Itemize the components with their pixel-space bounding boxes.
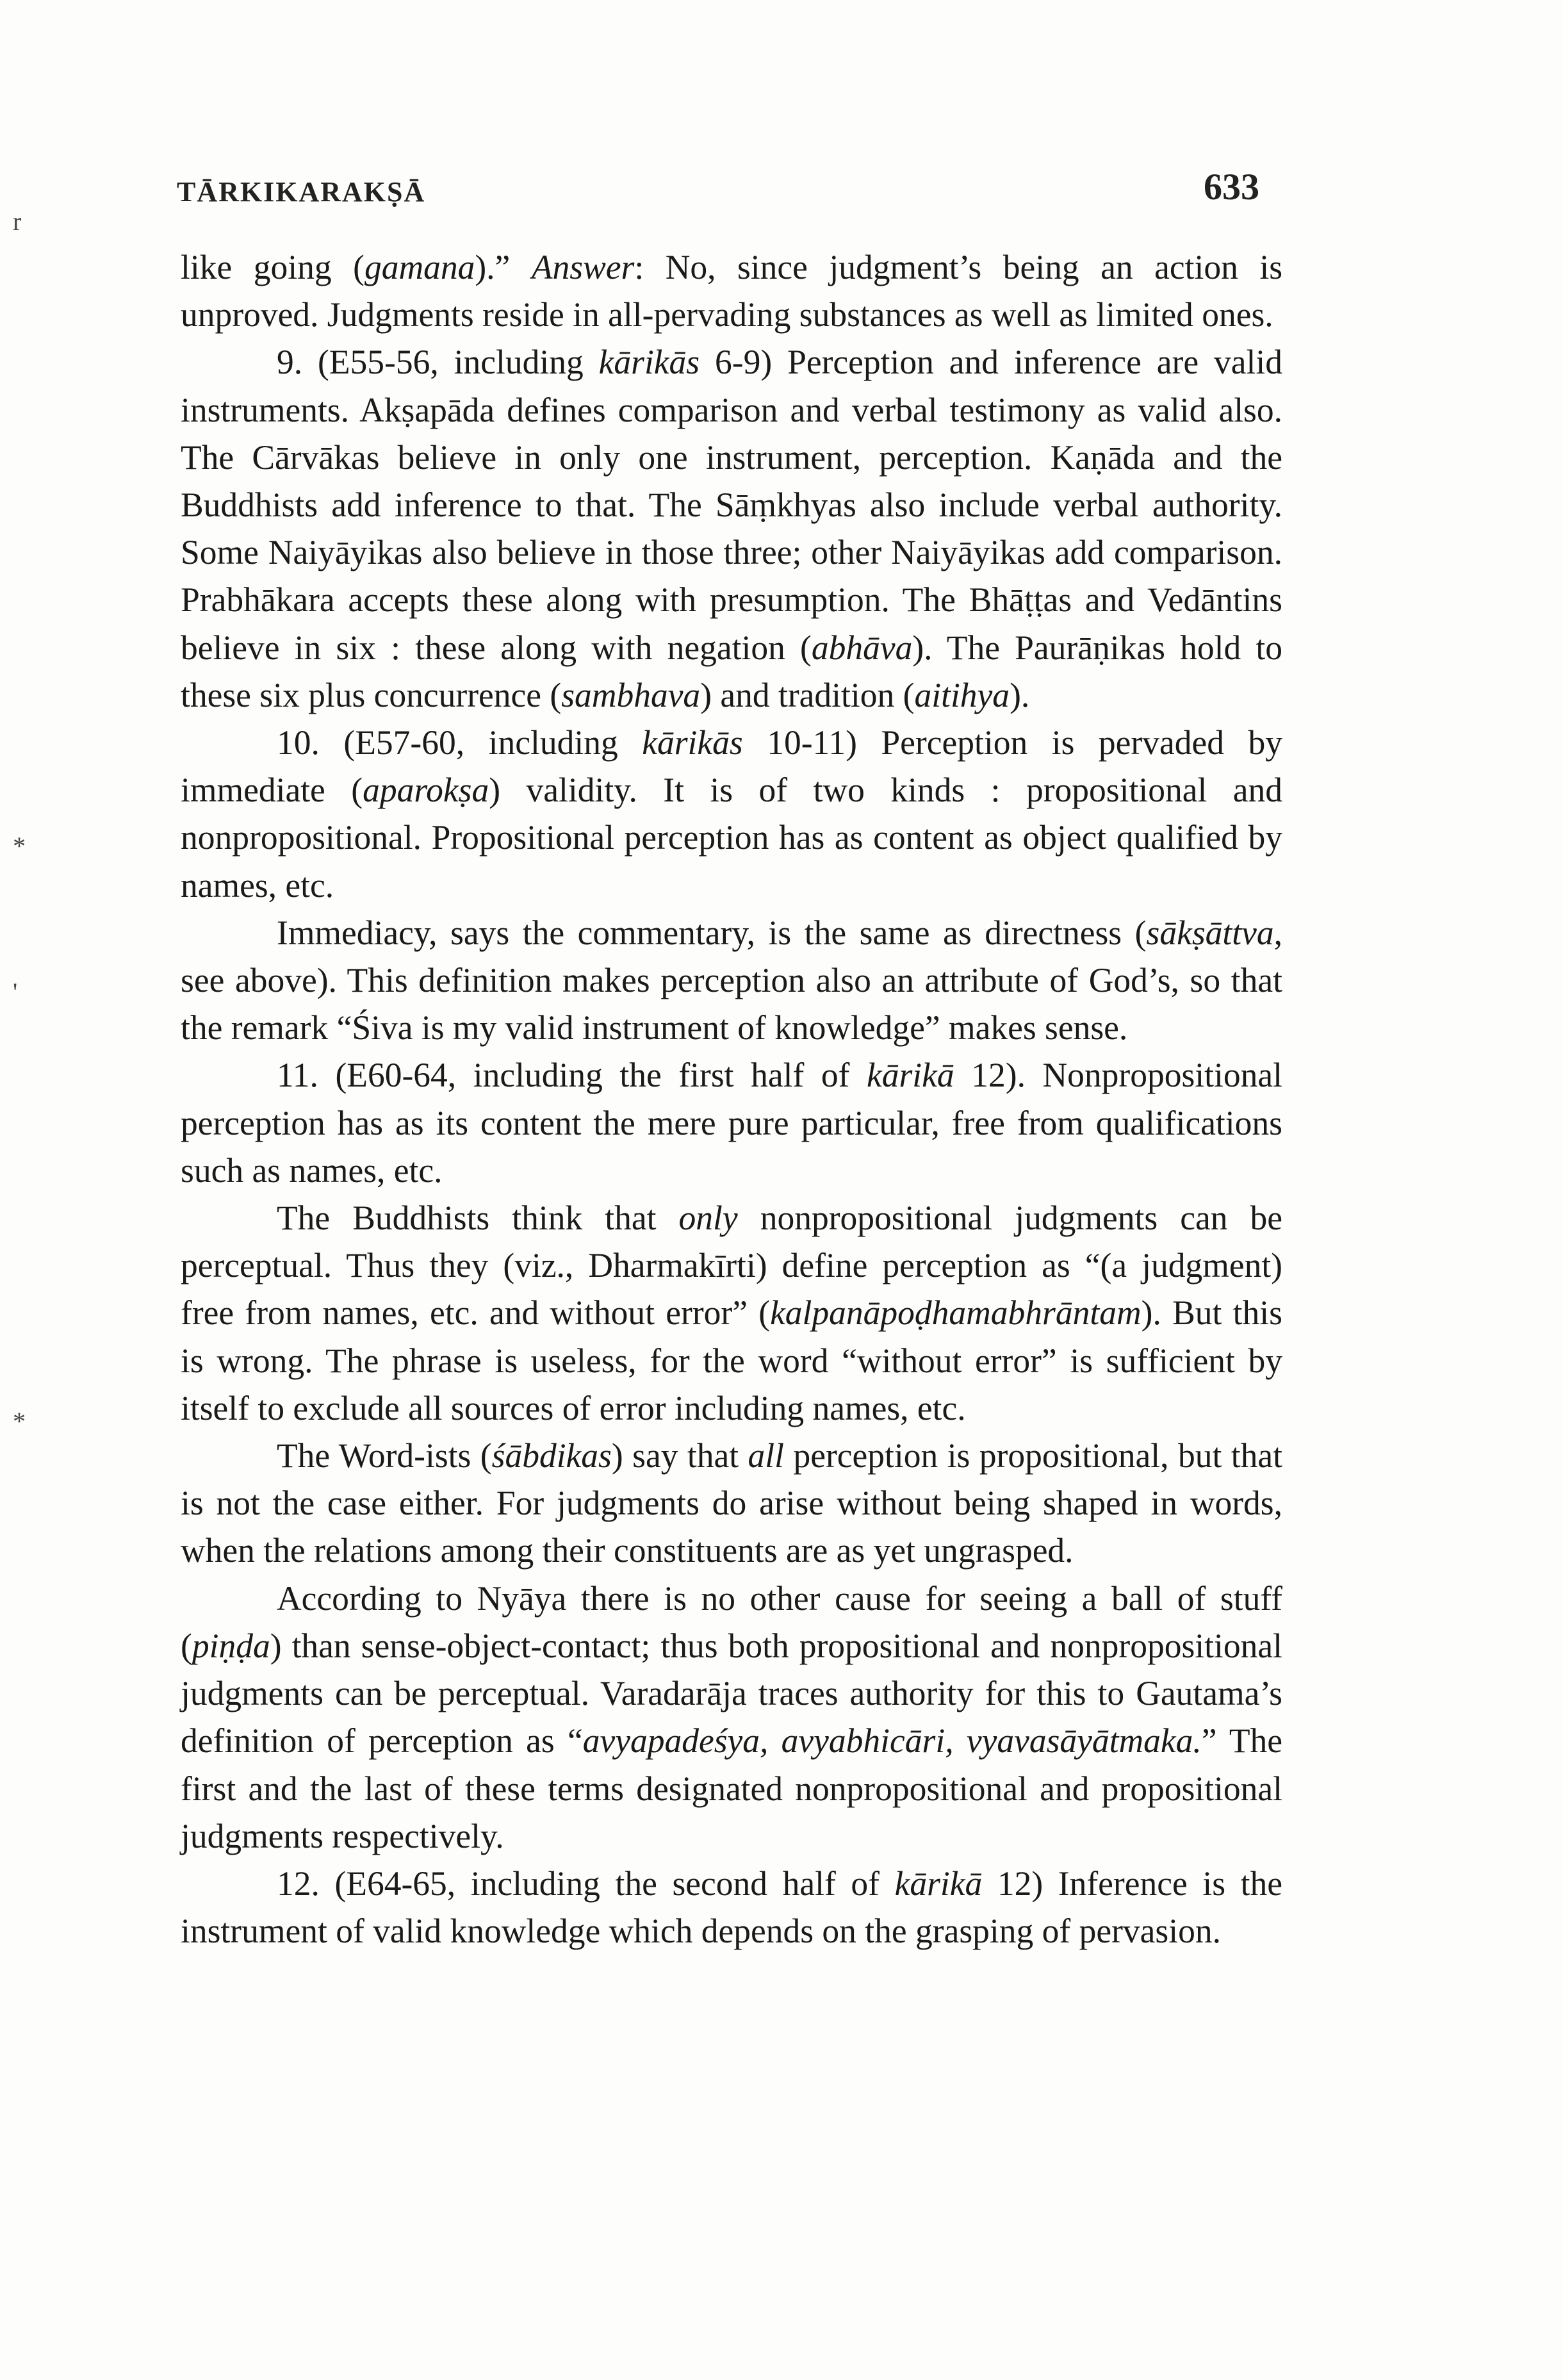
italic-term: abhāva — [811, 628, 913, 667]
paragraph — [181, 1860, 1282, 1955]
margin-mark: ' — [13, 978, 18, 1006]
text-run: 10-11) Perception is pervaded by immediate ( — [181, 723, 1282, 810]
page-number: 633 — [1204, 166, 1259, 208]
paragraph — [181, 1432, 1282, 1575]
italic-term: sambhava — [561, 675, 701, 714]
italic-term: aitihya — [914, 675, 1010, 714]
paragraph — [181, 1051, 1282, 1194]
text-run: The Buddhists think that — [277, 1199, 679, 1238]
paragraph — [181, 719, 1282, 909]
paragraph — [181, 1194, 1282, 1432]
italic-term: only — [678, 1199, 738, 1238]
italic-term: gamana — [364, 248, 475, 286]
italic-term: kārikās — [598, 343, 700, 382]
text-run: Immediacy, says the commentary, is the same as directness ( — [277, 913, 1147, 952]
italic-term: śābdikas — [491, 1436, 612, 1475]
text-run: ). But this is wrong. The phrase is useless, for the word “without error” is sufficient by itself to exclude all sources of error including names, etc. — [181, 1293, 1282, 1427]
text-run: like going ( — [181, 248, 364, 286]
text-run: According to Nyāya there is no other cause for seeing a ball of stuff ( — [181, 1579, 1282, 1665]
text-run: The Word-ists ( — [277, 1436, 492, 1475]
italic-term: sākṣāttva — [1146, 913, 1274, 952]
text-run: ) say that — [611, 1436, 748, 1475]
paragraph — [181, 909, 1282, 1052]
paragraph — [181, 1575, 1282, 1860]
text-run: ). — [1010, 675, 1030, 714]
text-run: ). The Paurāṇikas hold to these six plus concurrence ( — [181, 628, 1282, 714]
text-run: 10. (E57-60, including — [277, 723, 642, 762]
text-run: 12). Nonpropositional perception has as its content the mere pure particular, free from qualifications such as names, etc. — [181, 1056, 1282, 1190]
text-run: 11. (E60-64, including the first half of — [277, 1056, 867, 1095]
text-run: ) and tradition ( — [700, 675, 915, 714]
text-run: ) validity. It is of two kinds : propositional and nonpropositional. Propositional perception has as content as object qualified by names, etc. — [181, 771, 1283, 905]
margin-mark: * — [13, 1407, 26, 1436]
text-run: : No, since judgment’s being an action is unproved. Judgments reside in all-pervading substances as well as limited ones. — [181, 248, 1283, 334]
italic-term: kārikā — [894, 1864, 983, 1903]
italic-term: avyapadeśya, avyabhicāri, vyavasāyātmaka. — [582, 1721, 1202, 1760]
text-run: ) than sense-object-contact; thus both propositional and nonpropositional judgments can be perceptual. Varadarāja traces authority for this to Gautama’s definition of perception as “ — [181, 1626, 1282, 1760]
paragraph — [181, 338, 1282, 719]
text-run: ” The first and the last of these terms designated nonpropositional and propositional judgments respectively. — [181, 1721, 1282, 1855]
italic-term: all — [748, 1436, 785, 1475]
text-run: , see above). This definition makes perception also an attribute of God’s, so that the remark “Śiva is my valid instrument of knowledge” makes sense. — [181, 913, 1282, 1047]
body-text — [181, 243, 1282, 1955]
page-header — [177, 161, 1259, 219]
italic-term: kārikā — [866, 1056, 954, 1095]
text-run: 12. (E64-65, including the second half of — [277, 1864, 895, 1903]
text-run: nonpropositional judgments can be perceptual. Thus they (viz., Dharmakīrti) define perception as “(a judgment) free from names, etc. and without error” ( — [181, 1199, 1283, 1333]
margin-mark: r — [13, 207, 22, 236]
italic-term: kārikās — [642, 723, 743, 762]
text-run: 9. (E55-56, including — [277, 343, 599, 382]
italic-term: kalpanāpoḍhamabhrāntam — [770, 1293, 1142, 1333]
margin-mark: * — [13, 832, 26, 860]
italic-term: aparokṣa — [363, 771, 489, 810]
text-run: perception is propositional, but that is not the case either. For judgments do arise without being shaped in words, when the relations among their constituents are as yet ungrasped. — [181, 1436, 1282, 1570]
italic-term: Answer — [531, 248, 635, 286]
italic-term: piṇḍa — [192, 1626, 270, 1665]
paragraph — [181, 243, 1282, 338]
text-run: 12) Inference is the instrument of valid knowledge which depends on the grasping of pervasion. — [181, 1864, 1282, 1951]
text-run: 6-9) Perception and inference are valid instruments. Akṣapāda defines comparison and verbal testimony as valid also. The Cārvākas believe in only one instrument, perception. Kaṇāda and the Buddhists add inference to that. The Sāṃkhyas also include verbal authority. Some Naiyāyikas also believe in those three; other Naiyāyikas add comparison. Prabhākara accepts these along with presumption. The Bhāṭṭas and Vedāntins believe in six : these along with negation ( — [181, 343, 1282, 667]
running-head: TĀRKIKARAKṢĀ — [177, 176, 426, 208]
text-run: ).” — [475, 248, 532, 286]
